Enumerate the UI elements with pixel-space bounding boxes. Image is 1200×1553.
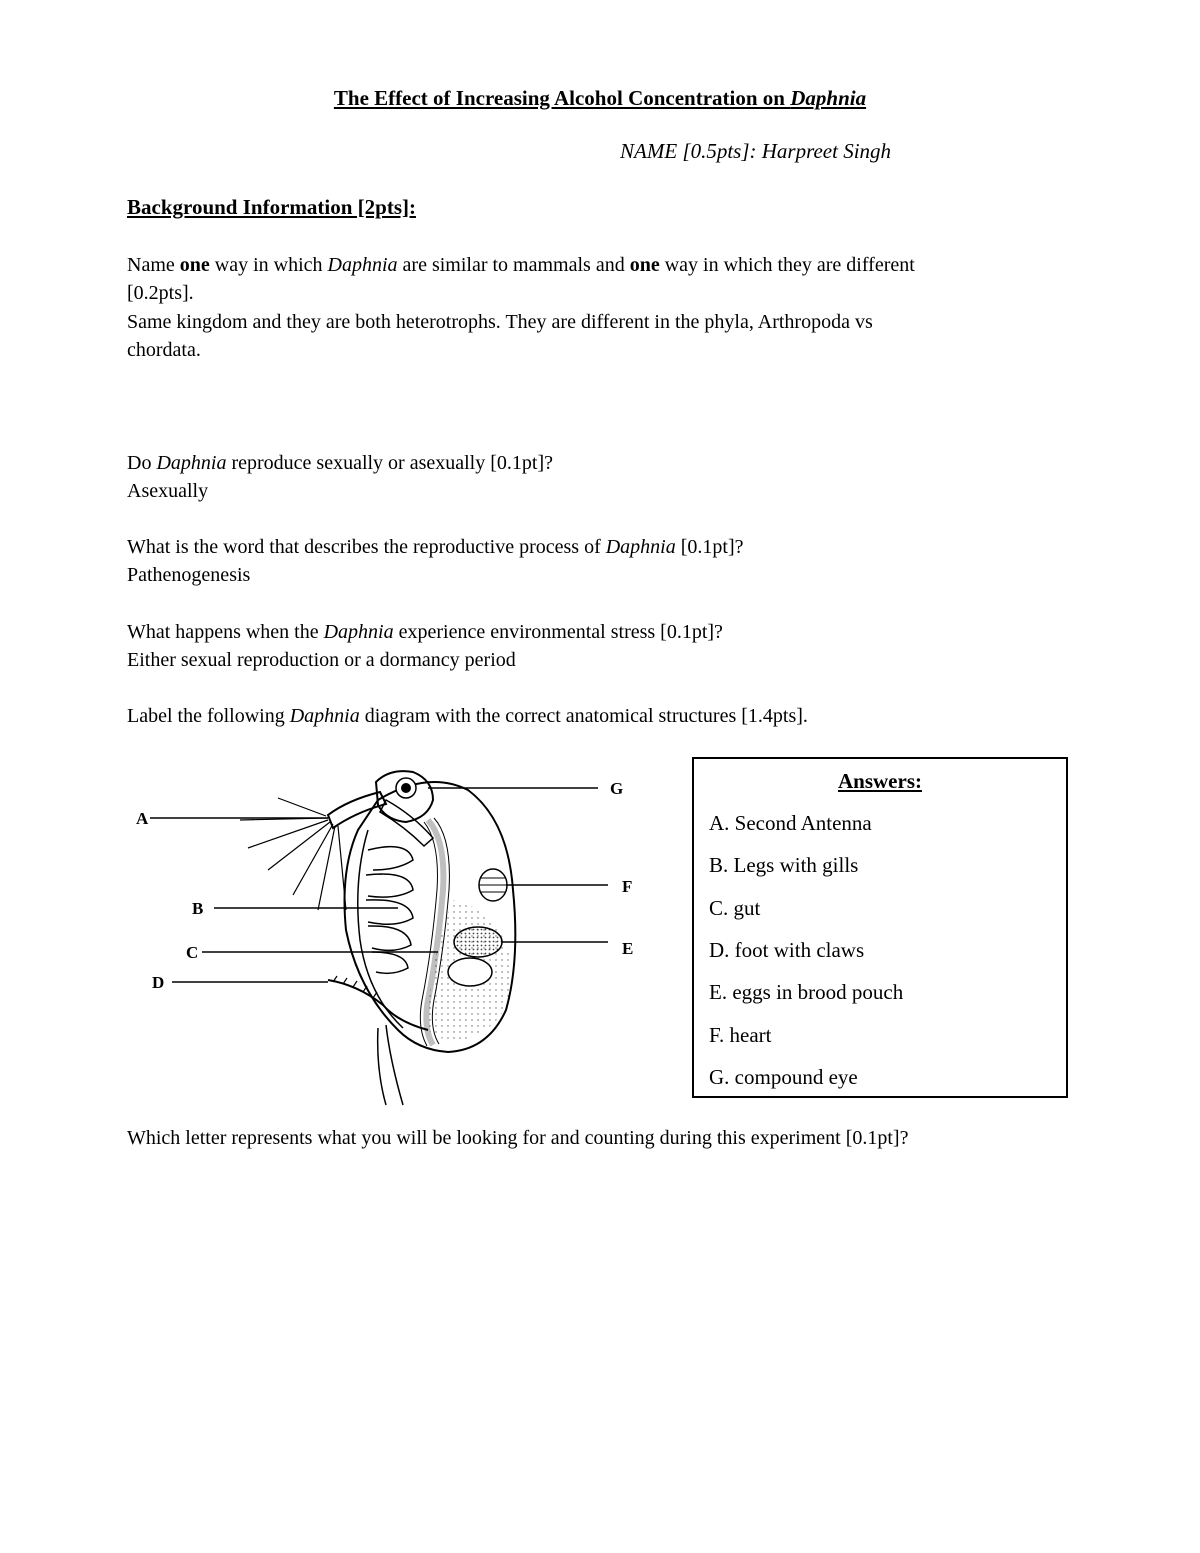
answers-heading: Answers: — [838, 769, 922, 793]
answer-stress: Either sexual reproduction or a dormancy period — [127, 649, 516, 671]
question-label-diagram: Label the following Daphnia diagram with the correct anatomical structures [1.4pts]. — [127, 705, 808, 727]
daphnia-diagram — [128, 760, 648, 1120]
egg-upper — [454, 927, 502, 957]
answer-similarity-line1: Same kingdom and they are both heterotrophs. They are different in the phyla, Arthropoda vs — [127, 311, 873, 333]
diagram-label-e: E — [622, 939, 634, 958]
answer-item-a: A. Second Antenna — [709, 811, 872, 835]
page-title: The Effect of Increasing Alcohol Concentration on Daphnia — [333, 86, 867, 110]
student-name-line: NAME [0.5pts]: Harpreet Singh — [620, 139, 892, 163]
answer-item-g: G. compound eye — [709, 1065, 858, 1089]
answer-reproduction: Asexually — [127, 480, 209, 502]
answer-item-d: D. foot with claws — [709, 938, 865, 962]
question-counting-letter: Which letter represents what you will be looking for and counting during this experiment [0.1pt]? — [127, 1127, 909, 1149]
gill-legs — [366, 847, 413, 974]
background-heading: Background Information [2pts]: — [127, 195, 416, 219]
egg-lower — [448, 958, 492, 986]
question-reproduction: Do Daphnia reproduce sexually or asexually [0.1pt]? — [127, 452, 553, 474]
answers-box — [692, 757, 1068, 1098]
tail-spines — [378, 1025, 403, 1105]
question-process-word: What is the word that describes the reproductive process of Daphnia [0.1pt]? — [127, 536, 744, 558]
antenna-setae — [240, 798, 346, 910]
diagram-label-f: F — [622, 877, 633, 896]
diagram-label-c: C — [186, 943, 199, 962]
answer-similarity-line2: chordata. — [127, 339, 201, 361]
answer-process-word: Pathenogenesis — [127, 564, 251, 586]
title-species: Daphnia — [790, 86, 867, 110]
question-similarity-points: [0.2pts]. — [127, 282, 194, 304]
question-stress: What happens when the Daphnia experience environmental stress [0.1pt]? — [127, 621, 723, 643]
diagram-label-g: G — [610, 779, 624, 798]
heart-shape — [479, 869, 507, 901]
answer-item-c: C. gut — [709, 896, 761, 920]
diagram-label-a: A — [136, 809, 149, 828]
answer-item-e: E. eggs in brood pouch — [709, 980, 904, 1004]
answer-item-b: B. Legs with gills — [709, 853, 859, 877]
diagram-label-b: B — [192, 899, 204, 918]
diagram-label-d: D — [152, 973, 165, 992]
question-similarity: Name one way in which Daphnia are similar to mammals and one way in which they are different — [127, 254, 915, 276]
compound-eye-shape — [396, 778, 416, 798]
answer-item-f: F. heart — [709, 1023, 772, 1047]
